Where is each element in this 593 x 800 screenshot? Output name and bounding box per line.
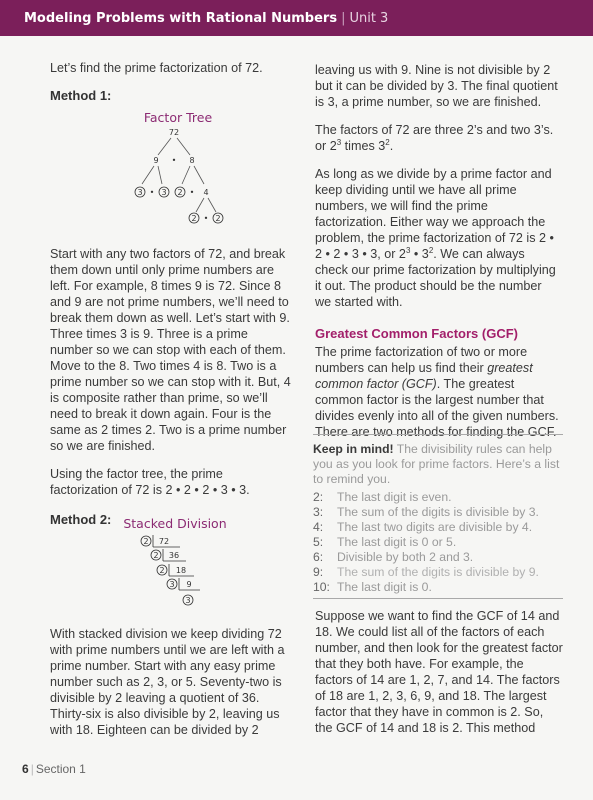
right-continued-text: leaving us with 9. Nine is not divisible by 2 but it can be divided by 3. The final quotient is 3, a prime number, so we are finished. — [315, 63, 558, 109]
rule-item — [313, 505, 563, 520]
rule-item — [313, 520, 563, 535]
gcf-text-a: The prime factorization of two or more numbers can help us find their — [315, 345, 528, 375]
page-number: 6 — [22, 762, 29, 776]
stacked-division-caption: Stacked Division — [123, 516, 227, 531]
rule-number: 5: — [313, 535, 324, 549]
stack-divisor-3: 2 — [159, 566, 165, 575]
rule-text: The last two digits are divisible by 4. — [337, 520, 533, 534]
left-body-1 — [50, 246, 292, 538]
tree-dot: • — [171, 156, 177, 165]
factor-tree-diagram — [126, 126, 230, 226]
stack-value-18: 18 — [175, 566, 187, 575]
gcf-text-em: greatest common factor (GCF) — [315, 361, 533, 391]
intro-text: Let’s find the prime factorization of 72. — [50, 61, 263, 75]
gcf-heading: Greatest Common Factors (GCF) — [315, 326, 518, 341]
keep-box-bottom-rule — [313, 598, 563, 600]
divisibility-rules-list — [313, 490, 563, 595]
left-body-2 — [50, 626, 292, 750]
pf-text-a: As long as we divide by a prime factor and keep dividing until we have all prime numbers, we will find the prime factorization. Either way we approach the problem, the prime factorization of 72 is 2 • 2 • 2 • 3 • 3, or 2 — [315, 167, 554, 261]
factors-summary-b: times 3 — [341, 139, 386, 153]
rule-number: 10: — [313, 580, 330, 594]
rule-text: The last digit is 0. — [337, 580, 432, 594]
factors-summary-a: The factors of 72 are three 2’s and two 3’s. or 2 — [315, 123, 554, 153]
factors-exp-2: 2 — [385, 137, 390, 147]
tree-leaf-3b: 3 — [161, 188, 167, 197]
rule-item — [313, 490, 563, 505]
left-column — [50, 60, 290, 114]
rule-number: 6: — [313, 550, 324, 564]
method2-heading: Method 2: — [50, 512, 112, 527]
right-body-2 — [315, 608, 563, 748]
prime-factorization-paragraph — [315, 166, 561, 310]
pf-text-b: • 3 — [410, 247, 429, 261]
tree-leaf-2a: 2 — [177, 188, 183, 197]
rule-item — [313, 565, 563, 580]
gcf-example-paragraph: Suppose we want to find the GCF of 14 and 18. We could list all of the factors of each number, and then look for the greatest factor that they both have. For example, the factors of 14 are 1, 2, 7, and 14. The factors of 18 are 1, 2, 3, 6, 9, and 18. The largest factor that they have in common is 2. So, the GCF of 14 and 18 is 2. This method — [315, 609, 563, 735]
stack-value-9: 9 — [186, 580, 192, 589]
rule-number: 4: — [313, 520, 324, 534]
header-separator: | — [341, 11, 346, 26]
method1-heading: Method 1: — [50, 88, 112, 103]
tree-node-9: 9 — [153, 156, 159, 165]
tree-leaf-3a: 3 — [137, 188, 143, 197]
rule-text: Divisible by both 2 and 3. — [337, 550, 474, 564]
pf-exp-1: 3 — [405, 245, 411, 255]
rule-text: The sum of the digits is divisible by 9. — [337, 565, 539, 579]
factors-exp-1: 3 — [336, 137, 342, 147]
keep-in-mind-intro — [313, 442, 563, 487]
keep-in-mind-label: Keep in mind! — [313, 442, 394, 456]
rule-number: 2: — [313, 490, 324, 504]
stack-value-36: 36 — [168, 551, 180, 560]
right-column — [315, 62, 561, 452]
rule-text: The last digit is even. — [337, 490, 452, 504]
stack-divisor-2: 2 — [153, 551, 159, 560]
factors-summary — [315, 122, 561, 154]
keep-box-top-rule — [313, 434, 563, 436]
rule-item — [313, 550, 563, 565]
tree-dot-2: • — [149, 188, 155, 197]
stacked-division-diagram — [136, 534, 216, 610]
header-title-text: Modeling Problems with Rational Numbers — [24, 11, 338, 26]
rule-number: 9: — [313, 565, 324, 579]
stack-value-72: 72 — [158, 537, 170, 546]
stack-final-3: 3 — [185, 596, 191, 605]
stack-divisor-1: 2 — [143, 537, 149, 546]
stack-divisor-4: 3 — [169, 580, 175, 589]
header-title — [24, 11, 388, 26]
footer-section: Section 1 — [35, 762, 86, 776]
gcf-paragraph — [315, 344, 561, 440]
pf-text-c: . We can always check our prime factorization by multiplying it out. The product should be the number we started with. — [315, 247, 556, 309]
tree-leaf-2c: 2 — [215, 214, 221, 223]
factors-summary-c: . — [389, 139, 394, 153]
header-unit: Unit 3 — [349, 11, 389, 26]
page-footer — [22, 762, 86, 776]
factor-tree-result: Using the factor tree, the prime factorization of 72 is 2 • 2 • 2 • 3 • 3. — [50, 467, 250, 497]
footer-separator: | — [30, 762, 34, 776]
rule-text: The last digit is 0 or 5. — [337, 535, 457, 549]
stacked-division-explanation: With stacked division we keep dividing 72 with prime numbers until we are left with a prime number. Start with any easy prime number such as 2, 3, or 5. Seventy-two is divisible by 2 leaving a quotient of 36. Thirty-six is also divisible by 2, leaving us with 18. Eighteen can be divided by 2 — [50, 627, 285, 737]
factor-tree-caption: Factor Tree — [143, 110, 213, 125]
keep-in-mind-box — [313, 442, 563, 595]
tree-node-4: 4 — [203, 188, 209, 197]
tree-dot-3: • — [189, 188, 195, 197]
tree-leaf-2b: 2 — [191, 214, 197, 223]
pf-exp-2: 2 — [428, 245, 434, 255]
page-header — [0, 0, 593, 36]
rule-number: 3: — [313, 505, 324, 519]
factor-tree-explanation: Start with any two factors of 72, and break them down until only prime numbers are left. For example, 8 times 9 is 72. Since 8 and 9 are not prime numbers, we’ll need to break them down as well. Let’s start with 9. Three times 3 is 9. Three is a prime number so we can stop with each of them. Move to the 8. Two times 4 is 8. Two is a prime number so we can stop with it. But, 4 is composite rather than prime, so we’ll need to break it down again. Four is the same as 2 times 2. Two is a prime number so we are finished. — [50, 247, 291, 453]
gcf-text-b: . The greatest common factor is the largest number that divides evenly into all of the given numbers. There are two methods for finding the GCF. — [315, 377, 559, 439]
tree-node-8: 8 — [189, 156, 195, 165]
tree-dot-4: • — [203, 214, 209, 223]
rule-item — [313, 535, 563, 550]
tree-root-72: 72 — [168, 128, 180, 137]
rule-item — [313, 580, 563, 595]
keep-in-mind-text: The divisibility rules can help you as you look for prime factors. Here’s a list to remind you. — [313, 442, 560, 486]
rule-text: The sum of the digits is divisible by 3. — [337, 505, 539, 519]
